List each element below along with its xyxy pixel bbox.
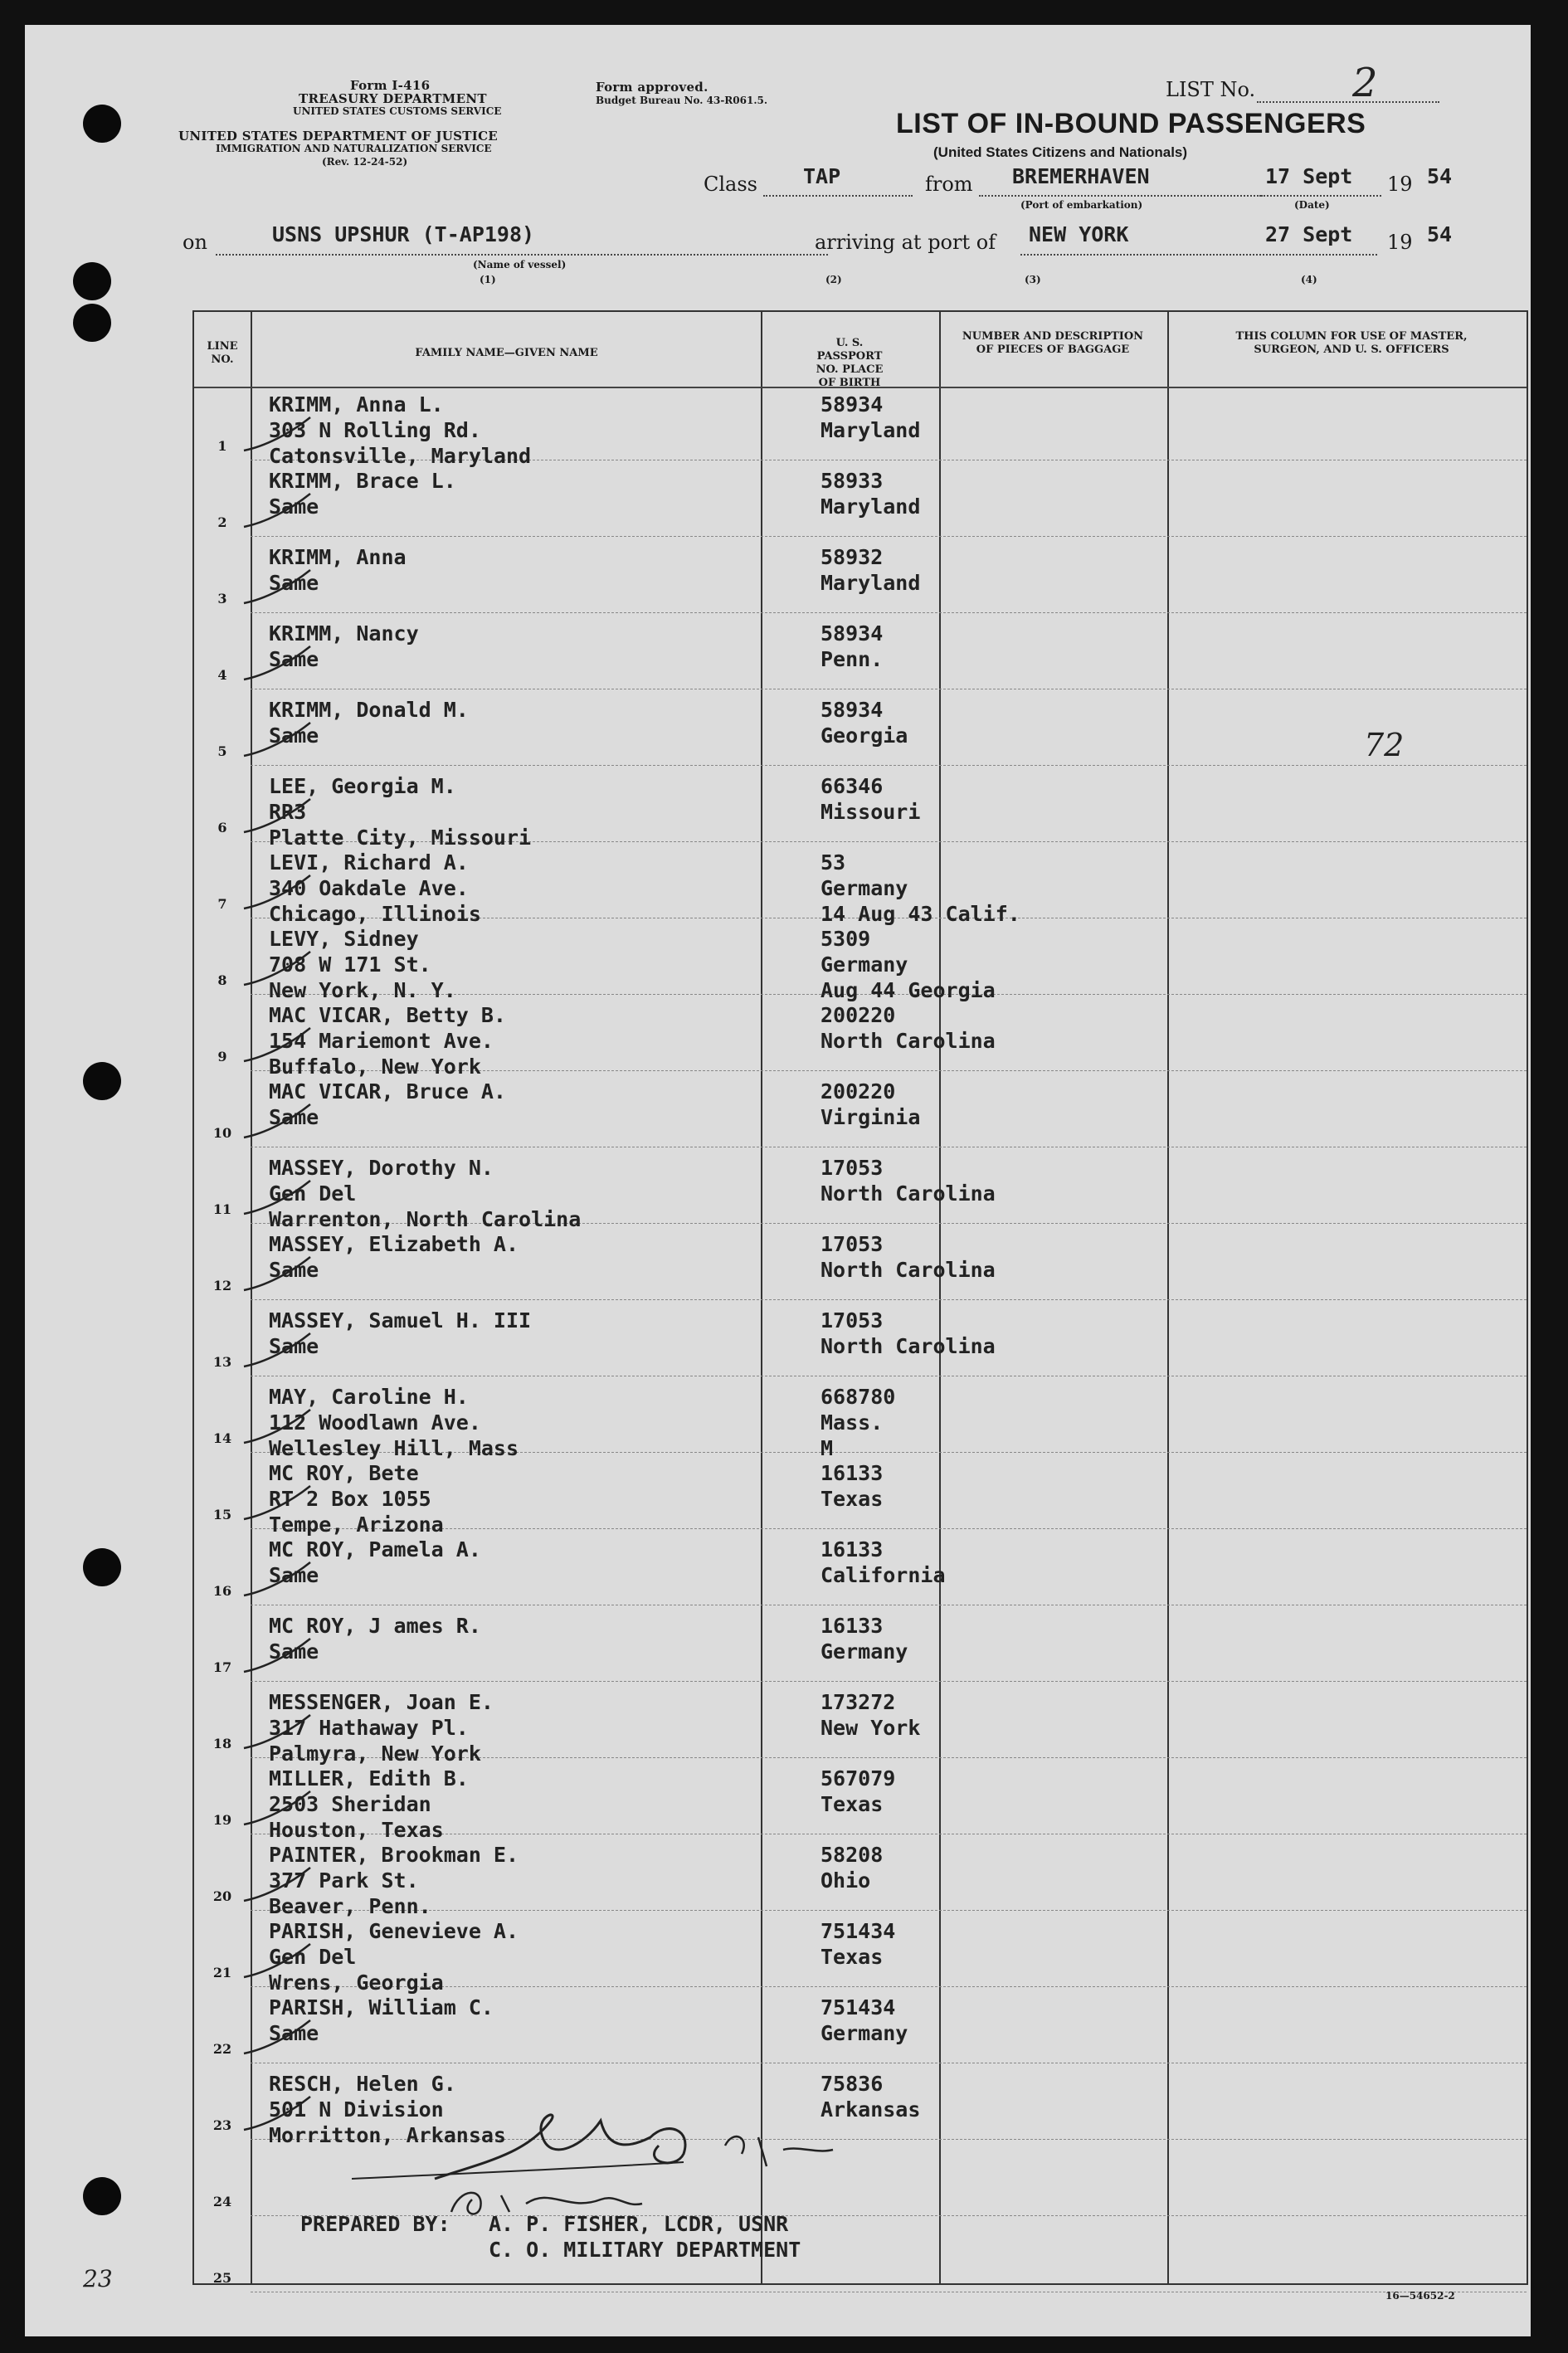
list-no-value: 2 (1352, 60, 1378, 106)
dept-ins: IMMIGRATION AND NATURALIZATION SERVICE (216, 143, 492, 154)
check-mark (240, 2092, 314, 2142)
line-number: 11 (212, 1201, 232, 1217)
passport-cell (821, 1918, 895, 1970)
list-no-underline (1257, 101, 1439, 103)
punch-hole (73, 304, 111, 342)
passport-number: 75836 (821, 2072, 884, 2096)
place-of-birth: Virginia (821, 1105, 921, 1129)
line-number: 18 (212, 1736, 232, 1751)
line-number: 15 (212, 1507, 232, 1522)
passport-cell (821, 1002, 996, 1054)
passenger-address: Houston, Texas (269, 1818, 444, 1842)
passport-number: 17053 (821, 1156, 884, 1180)
check-mark (240, 1482, 314, 1532)
passenger-address: 317 Hathaway Pl. (269, 1716, 469, 1740)
date-caption: (Date) (1294, 199, 1330, 211)
line-number: 23 (212, 2117, 232, 2133)
line-number: 25 (212, 2270, 232, 2286)
passenger-address: Same (269, 494, 319, 519)
passenger-address: Same (269, 2021, 319, 2045)
passenger-address: RT 2 Box 1055 (269, 1487, 431, 1511)
passenger-name: MAC VICAR, Bruce A. (269, 1079, 506, 1103)
passenger-address: Same (269, 1334, 319, 1358)
check-mark (240, 2016, 314, 2066)
check-mark (240, 1024, 314, 1074)
line-number: 13 (212, 1354, 232, 1370)
passenger-name: PAINTER, Brookman E. (269, 1843, 519, 1867)
passport-cell (821, 697, 908, 748)
line-number: 3 (217, 591, 227, 607)
passenger-address: Catonsville, Maryland (269, 444, 532, 468)
col-divider (939, 312, 941, 2283)
passport-number: 58934 (821, 392, 884, 417)
passenger-name: LEVI, Richard A. (269, 850, 469, 874)
passenger-address: Tempe, Arizona (269, 1513, 444, 1537)
line-number: 16 (212, 1583, 232, 1599)
passport-number: 58934 (821, 621, 884, 645)
line-number: 8 (217, 972, 227, 988)
passenger-address: Morritton, Arkansas (269, 2123, 506, 2147)
place-of-birth: Germany (821, 2021, 908, 2045)
col-index-4: (4) (1301, 274, 1317, 285)
passport-number: 173272 (821, 1690, 896, 1714)
line-number: 19 (212, 1812, 232, 1828)
line-number: 1 (217, 438, 227, 454)
passenger-address: Same (269, 571, 319, 595)
line-number: 24 (212, 2194, 232, 2209)
passport-note: Aug 44 Georgia (821, 978, 996, 1002)
passport-number: 200220 (821, 1003, 896, 1027)
row-separator (251, 1299, 1527, 1300)
line-number: 5 (217, 743, 227, 759)
line-number: 4 (217, 667, 227, 683)
place-of-birth: North Carolina (821, 1334, 996, 1358)
arriving-label: arriving at port of (815, 231, 996, 254)
header-baggage: NUMBER AND DESCRIPTION OF PIECES OF BAGGAGE (962, 330, 1144, 356)
passenger-entry (269, 1155, 581, 1232)
passport-cell (821, 1537, 946, 1588)
col-index-3: (3) (1025, 274, 1041, 285)
passenger-address: Beaver, Penn. (269, 1894, 431, 1918)
passenger-address: Warrenton, North Carolina (269, 1207, 582, 1231)
passenger-name: LEE, Georgia M. (269, 774, 456, 798)
check-mark (240, 1711, 314, 1761)
passport-number: 5309 (821, 927, 871, 951)
row-separator (251, 765, 1527, 766)
passport-cell (821, 544, 920, 596)
passenger-address: Same (269, 1258, 319, 1282)
passport-cell (821, 1384, 895, 1461)
check-mark (240, 1176, 314, 1226)
passenger-address: Platte City, Missouri (269, 826, 532, 850)
place-of-birth: North Carolina (821, 1258, 996, 1282)
check-mark (240, 490, 314, 539)
passport-cell (821, 1766, 895, 1817)
check-mark (240, 1940, 314, 1990)
passenger-address: Same (269, 723, 319, 748)
passenger-name: KRIMM, Anna (269, 545, 407, 569)
passenger-name: KRIMM, Brace L. (269, 469, 456, 493)
place-of-birth: Arkansas (821, 2097, 921, 2122)
passport-note: 14 Aug 43 Calif. (821, 902, 1020, 926)
passenger-address: 2503 Sheridan (269, 1792, 431, 1816)
header-passport: U. S. PASSPORT NO. PLACE OF BIRTH (816, 337, 884, 389)
punch-hole (83, 1548, 121, 1586)
passenger-address: 501 N Division (269, 2097, 444, 2122)
passenger-address: Same (269, 647, 319, 671)
passport-number: 751434 (821, 1919, 896, 1943)
dept-customs: UNITED STATES CUSTOMS SERVICE (293, 105, 502, 117)
port-of-embarkation: BREMERHAVEN (1012, 164, 1150, 188)
passport-number: 58932 (821, 545, 884, 569)
passenger-address: Palmyra, New York (269, 1742, 481, 1766)
passport-number: 668780 (821, 1385, 896, 1409)
passport-number: 16133 (821, 1537, 884, 1561)
passport-cell (821, 1842, 883, 1893)
passenger-address: Buffalo, New York (269, 1055, 481, 1079)
passenger-address: Same (269, 1563, 319, 1587)
passenger-address: RR3 (269, 800, 307, 824)
passport-cell (821, 1995, 908, 2046)
passenger-address: Same (269, 1105, 319, 1129)
page-subtitle: (United States Citizens and Nationals) (933, 144, 1188, 160)
dept-treasury: TREASURY DEPARTMENT (299, 91, 487, 106)
passport-number: 16133 (821, 1461, 884, 1485)
form-revision: (Rev. 12-24-52) (322, 156, 408, 168)
passport-number: 17053 (821, 1232, 884, 1256)
check-mark (240, 642, 314, 692)
margin-note: 23 (83, 2265, 113, 2292)
passenger-name: PARISH, William C. (269, 1995, 494, 2019)
check-mark (240, 1405, 314, 1455)
page-title: LIST OF IN-BOUND PASSENGERS (896, 108, 1366, 139)
line-number: 6 (217, 820, 227, 835)
passenger-name: MC ROY, J ames R. (269, 1614, 481, 1638)
place-of-birth: Penn. (821, 647, 884, 671)
line-number: 7 (217, 896, 227, 912)
prepared-by-label: PREPARED BY: (300, 2212, 450, 2236)
year-prefix: 19 (1387, 173, 1413, 196)
passenger-name: MAC VICAR, Betty B. (269, 1003, 506, 1027)
on-label: on (183, 231, 207, 254)
place-of-birth: Germany (821, 876, 908, 900)
passenger-name: MILLER, Edith B. (269, 1766, 469, 1790)
dept-justice: UNITED STATES DEPARTMENT OF JUSTICE (178, 129, 499, 144)
passport-cell (821, 1613, 908, 1664)
embarkation-year: 54 (1427, 164, 1453, 188)
passenger-name: MASSEY, Elizabeth A. (269, 1232, 519, 1256)
form-number: Form I-416 (350, 78, 431, 93)
passenger-address: New York, N. Y. (269, 978, 456, 1002)
passenger-name: KRIMM, Anna L. (269, 392, 444, 417)
passenger-address: Gen Del (269, 1945, 357, 1969)
check-mark (240, 871, 314, 921)
class-underline (763, 195, 913, 197)
line-number: 17 (212, 1659, 232, 1675)
check-mark (240, 948, 314, 997)
passport-number: 17053 (821, 1308, 884, 1332)
check-mark (240, 1329, 314, 1379)
embarkation-date: 17 Sept (1265, 164, 1353, 188)
passenger-name: PARISH, Genevieve A. (269, 1919, 519, 1943)
line-number: 12 (212, 1278, 232, 1293)
passenger-name: KRIMM, Nancy (269, 621, 419, 645)
header-officers: THIS COLUMN FOR USE OF MASTER, SURGEON, AND U. S. OFFICERS (1235, 330, 1468, 356)
line-number: 20 (212, 1888, 232, 1904)
from-label: from (925, 173, 973, 196)
passport-cell (821, 1231, 996, 1283)
passport-number: 751434 (821, 1995, 896, 2019)
passport-cell (821, 773, 920, 825)
passport-cell (821, 926, 996, 1003)
check-mark (240, 795, 314, 845)
arrival-year: 54 (1427, 222, 1453, 246)
list-no-label: LIST No. (1166, 78, 1256, 101)
passport-cell (821, 1155, 996, 1206)
header-name: FAMILY NAME—GIVEN NAME (415, 347, 598, 359)
header-line-no: LINE NO. (207, 340, 238, 366)
passport-cell (821, 1689, 920, 1741)
passenger-name: LEVY, Sidney (269, 927, 419, 951)
passport-cell (821, 1308, 996, 1359)
col-divider (761, 312, 762, 2283)
check-mark (240, 1787, 314, 1837)
place-of-birth: Germany (821, 1639, 908, 1664)
check-mark (240, 1253, 314, 1303)
place-of-birth: North Carolina (821, 1181, 996, 1206)
vessel-name: USNS UPSHUR (T-AP198) (272, 222, 535, 246)
col-index-1: (1) (480, 274, 496, 285)
passport-cell (821, 468, 920, 519)
place-of-birth: Ohio (821, 1868, 871, 1893)
place-of-birth: North Carolina (821, 1029, 996, 1053)
passenger-name: MASSEY, Dorothy N. (269, 1156, 494, 1180)
passenger-address: 303 N Rolling Rd. (269, 418, 481, 442)
check-mark (240, 1558, 314, 1608)
passenger-address: 377 Park St. (269, 1868, 419, 1893)
check-mark (240, 1100, 314, 1150)
place-of-birth: Maryland (821, 494, 921, 519)
punch-hole (83, 105, 121, 143)
check-mark (240, 719, 314, 768)
arrival-port: NEW YORK (1029, 222, 1129, 246)
budget-bureau: Budget Bureau No. 43-R061.5. (596, 95, 768, 106)
passenger-name: KRIMM, Donald M. (269, 698, 469, 722)
passport-cell (821, 1079, 920, 1130)
passport-note: M (821, 1436, 834, 1460)
form-sheet (25, 25, 1531, 2336)
class-label: Class (704, 173, 757, 196)
vessel-underline (216, 254, 828, 256)
prepared-by-name: A. P. FISHER, LCDR, USNR (489, 2212, 789, 2236)
arrival-underline (1020, 254, 1377, 256)
check-mark (240, 1634, 314, 1684)
passport-number: 58208 (821, 1843, 884, 1867)
place-of-birth: New York (821, 1716, 921, 1740)
passenger-name: RESCH, Helen G. (269, 2072, 456, 2096)
passenger-address: 340 Oakdale Ave. (269, 876, 469, 900)
row-separator (251, 1681, 1527, 1682)
class-value: TAP (803, 164, 841, 188)
check-mark (240, 566, 314, 616)
place-of-birth: California (821, 1563, 946, 1587)
place-of-birth: Maryland (821, 418, 921, 442)
place-of-birth: Mass. (821, 1410, 884, 1435)
line-number: 2 (217, 514, 227, 530)
arrival-date: 27 Sept (1265, 222, 1353, 246)
passport-cell (821, 392, 920, 443)
place-of-birth: Missouri (821, 800, 921, 824)
passenger-address: Gen Del (269, 1181, 357, 1206)
place-of-birth: Texas (821, 1945, 884, 1969)
prepared-by-dept: C. O. MILITARY DEPARTMENT (489, 2238, 801, 2262)
passport-number: 16133 (821, 1614, 884, 1638)
passenger-name: MC ROY, Pamela A. (269, 1537, 481, 1561)
place-of-birth: Texas (821, 1487, 884, 1511)
passenger-address: Chicago, Illinois (269, 902, 481, 926)
row-separator (251, 536, 1527, 537)
place-of-birth: Maryland (821, 571, 921, 595)
passport-number: 58934 (821, 698, 884, 722)
punch-hole (83, 1062, 121, 1100)
place-of-birth: Texas (821, 1792, 884, 1816)
passenger-address: 708 W 171 St. (269, 952, 431, 977)
vessel-caption: (Name of vessel) (473, 259, 567, 270)
passport-number: 53 (821, 850, 846, 874)
port-caption: (Port of embarkation) (1020, 199, 1143, 211)
form-approved: Form approved. (596, 80, 709, 95)
line-number: 21 (212, 1965, 232, 1980)
passenger-name: MC ROY, Bete (269, 1461, 419, 1485)
line-number: 10 (212, 1125, 232, 1141)
signature (335, 2087, 916, 2220)
footer-code: 16—54652-2 (1385, 2290, 1455, 2302)
passenger-name: MASSEY, Samuel H. III (269, 1308, 532, 1332)
from-underline (979, 195, 1261, 197)
line-number: 9 (217, 1049, 227, 1064)
date-underline (1261, 195, 1381, 197)
passenger-name: MAY, Caroline H. (269, 1385, 469, 1409)
passport-cell (821, 850, 1020, 927)
check-mark (240, 1863, 314, 1913)
passenger-address: 154 Mariemont Ave. (269, 1029, 494, 1053)
line-number: 14 (212, 1430, 232, 1446)
year-prefix: 19 (1387, 231, 1413, 254)
passenger-address: Wrens, Georgia (269, 1971, 444, 1995)
line-number: 22 (212, 2041, 232, 2057)
passport-cell (821, 621, 883, 672)
passport-number: 66346 (821, 774, 884, 798)
passenger-address: Wellesley Hill, Mass (269, 1436, 519, 1460)
punch-hole (83, 2177, 121, 2215)
col-divider (1167, 312, 1169, 2283)
passenger-name: MESSENGER, Joan E. (269, 1690, 494, 1714)
passport-number: 200220 (821, 1079, 896, 1103)
officer-note: 72 (1364, 727, 1405, 763)
check-mark (240, 413, 314, 463)
row-separator (251, 612, 1527, 613)
passport-number: 58933 (821, 469, 884, 493)
passport-cell (821, 1460, 883, 1512)
place-of-birth: Georgia (821, 723, 908, 748)
place-of-birth: Germany (821, 952, 908, 977)
passenger-table (192, 310, 1528, 2285)
passport-number: 567079 (821, 1766, 896, 1790)
passenger-address: 112 Woodlawn Ave. (269, 1410, 481, 1435)
passenger-address: Same (269, 1639, 319, 1664)
col-index-2: (2) (825, 274, 842, 285)
punch-hole (73, 262, 111, 300)
